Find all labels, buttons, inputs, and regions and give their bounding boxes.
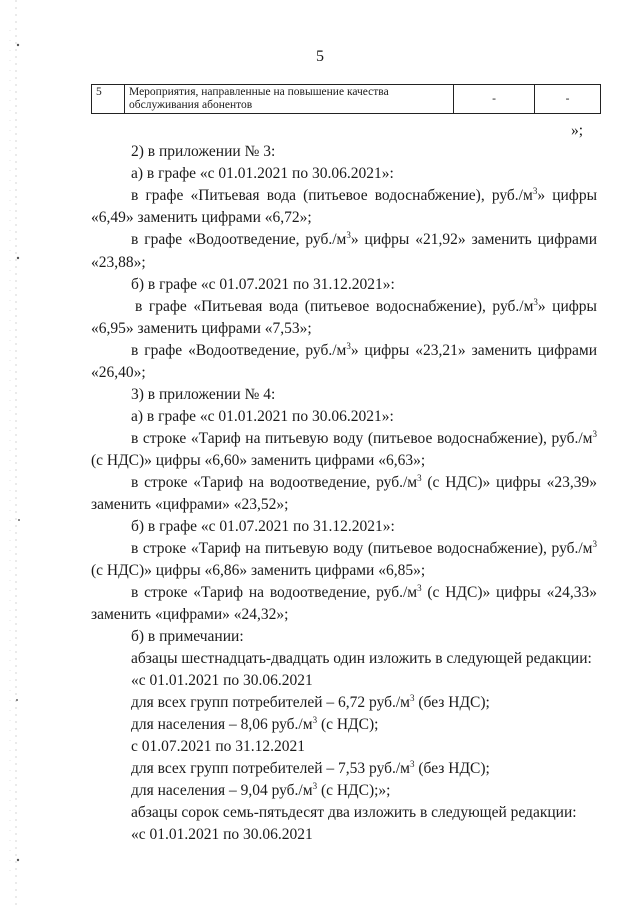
paragraph-tariff-water-h2: в строке «Тариф на питьевую воду (питьевое водоснабжение), $руб./м^3$ (131, 539, 597, 557)
paragraph-period-1: «с 01.01.2021 по 30.06.2021 (131, 672, 313, 689)
paragraph-drain-h1: в графе «Водоотведение, $руб./м^3$» цифры «21,92» заменить цифрами (131, 230, 597, 248)
paragraph-notes: б) в примечании: (131, 628, 244, 645)
quote-close: »; (570, 122, 583, 139)
paragraph-appendix-4: 3) в приложении № 4: (131, 386, 276, 403)
paragraph-population-h2: для населения – 9,04 $руб./м^3$ (с НДС);»; (131, 781, 391, 799)
paragraph-all-groups-h2: для всех групп потребителей – 7,53 $руб./м^3$ (без НДС); (131, 759, 490, 777)
row-value-cell-2: - (535, 85, 601, 114)
page-number: 5 (316, 48, 324, 65)
paragraph-water-h2-cont: «6,95» заменить цифрами «7,53»; (91, 320, 312, 337)
paragraph-water-h1-cont: «6,49» заменить цифрами «6,72»; (91, 209, 312, 226)
paragraph-water-h1: в графе «Питьевая вода (питьевое водоснабжение), $руб./м^3$» цифры (131, 186, 597, 204)
paragraph-column-a4-h2: б) в графе «с 01.07.2021 по 31.12.2021»: (131, 518, 395, 535)
paragraph-tariff-drain-h2: в строке «Тариф на водоотведение, $руб./м^3$ (с НДС)» цифры «24,33» (131, 583, 597, 601)
paragraph-water-h2: в графе «Питьевая вода (питьевое водоснабжение), $руб./м^3$» цифры (135, 297, 597, 315)
paragraph-tariff-drain-h1: в строке «Тариф на водоотведение, $руб./м^3$ (с НДС)» цифры «23,39» (131, 473, 597, 491)
paragraph-tariff-water-h2-cont: (с НДС)» цифры «6,86» заменить цифрами «6,85»; (91, 562, 426, 579)
paragraph-notes-47-52: абзацы сорок семь-пятьдесят два изложить в следующей редакции: (131, 804, 577, 821)
paragraph-period-3: «с 01.01.2021 по 30.06.2021 (131, 826, 313, 843)
paragraph-tariff-water-h1-cont: (с НДС)» цифры «6,60» заменить цифрами «6,63»; (91, 452, 426, 469)
paragraph-all-groups-h1: для всех групп потребителей – 6,72 $руб./м^3$ (без НДС); (131, 693, 490, 711)
paragraph-appendix-3: 2) в приложении № 3: (131, 143, 276, 160)
table-row (92, 85, 601, 114)
tariff-table-fragment (91, 84, 601, 114)
row-description-cell (125, 85, 454, 114)
paragraph-drain-h2-cont: «26,40»; (91, 364, 146, 381)
paragraph-column-h2: б) в графе «с 01.07.2021 по 31.12.2021»: (131, 276, 395, 293)
row-value-cell-1: - (454, 85, 535, 114)
paragraph-drain-h1-cont: «23,88»; (91, 254, 146, 271)
row-number-cell: 5 (92, 85, 125, 114)
paragraph-notes-16-21: абзацы шестнадцать-двадцать один изложить в следующей редакции: (131, 650, 592, 667)
paragraph-tariff-drain-h1-cont: заменить «цифрами» «23,52»; (91, 496, 289, 513)
row-description-line2: обслуживания абонентов (129, 99, 253, 111)
row-description-line1: Мероприятия, направленные на повышение качества (129, 86, 389, 98)
paragraph-column-a4-h1: а) в графе «с 01.01.2021 по 30.06.2021»: (131, 408, 394, 425)
paragraph-period-2: с 01.07.2021 по 31.12.2021 (131, 738, 306, 755)
paragraph-drain-h2: в графе «Водоотведение, $руб./м^3$» цифры «23,21» заменить цифрами (131, 341, 597, 359)
paragraph-tariff-water-h1: в строке «Тариф на питьевую воду (питьевое водоснабжение), $руб./м^3$ (131, 429, 597, 447)
paragraph-population-h1: для населения – 8,06 $руб./м^3$ (с НДС); (131, 715, 379, 733)
paragraph-tariff-drain-h2-cont: заменить «цифрами» «24,32»; (91, 606, 289, 623)
paragraph-column-h1: а) в графе «с 01.01.2021 по 30.06.2021»: (131, 165, 394, 182)
